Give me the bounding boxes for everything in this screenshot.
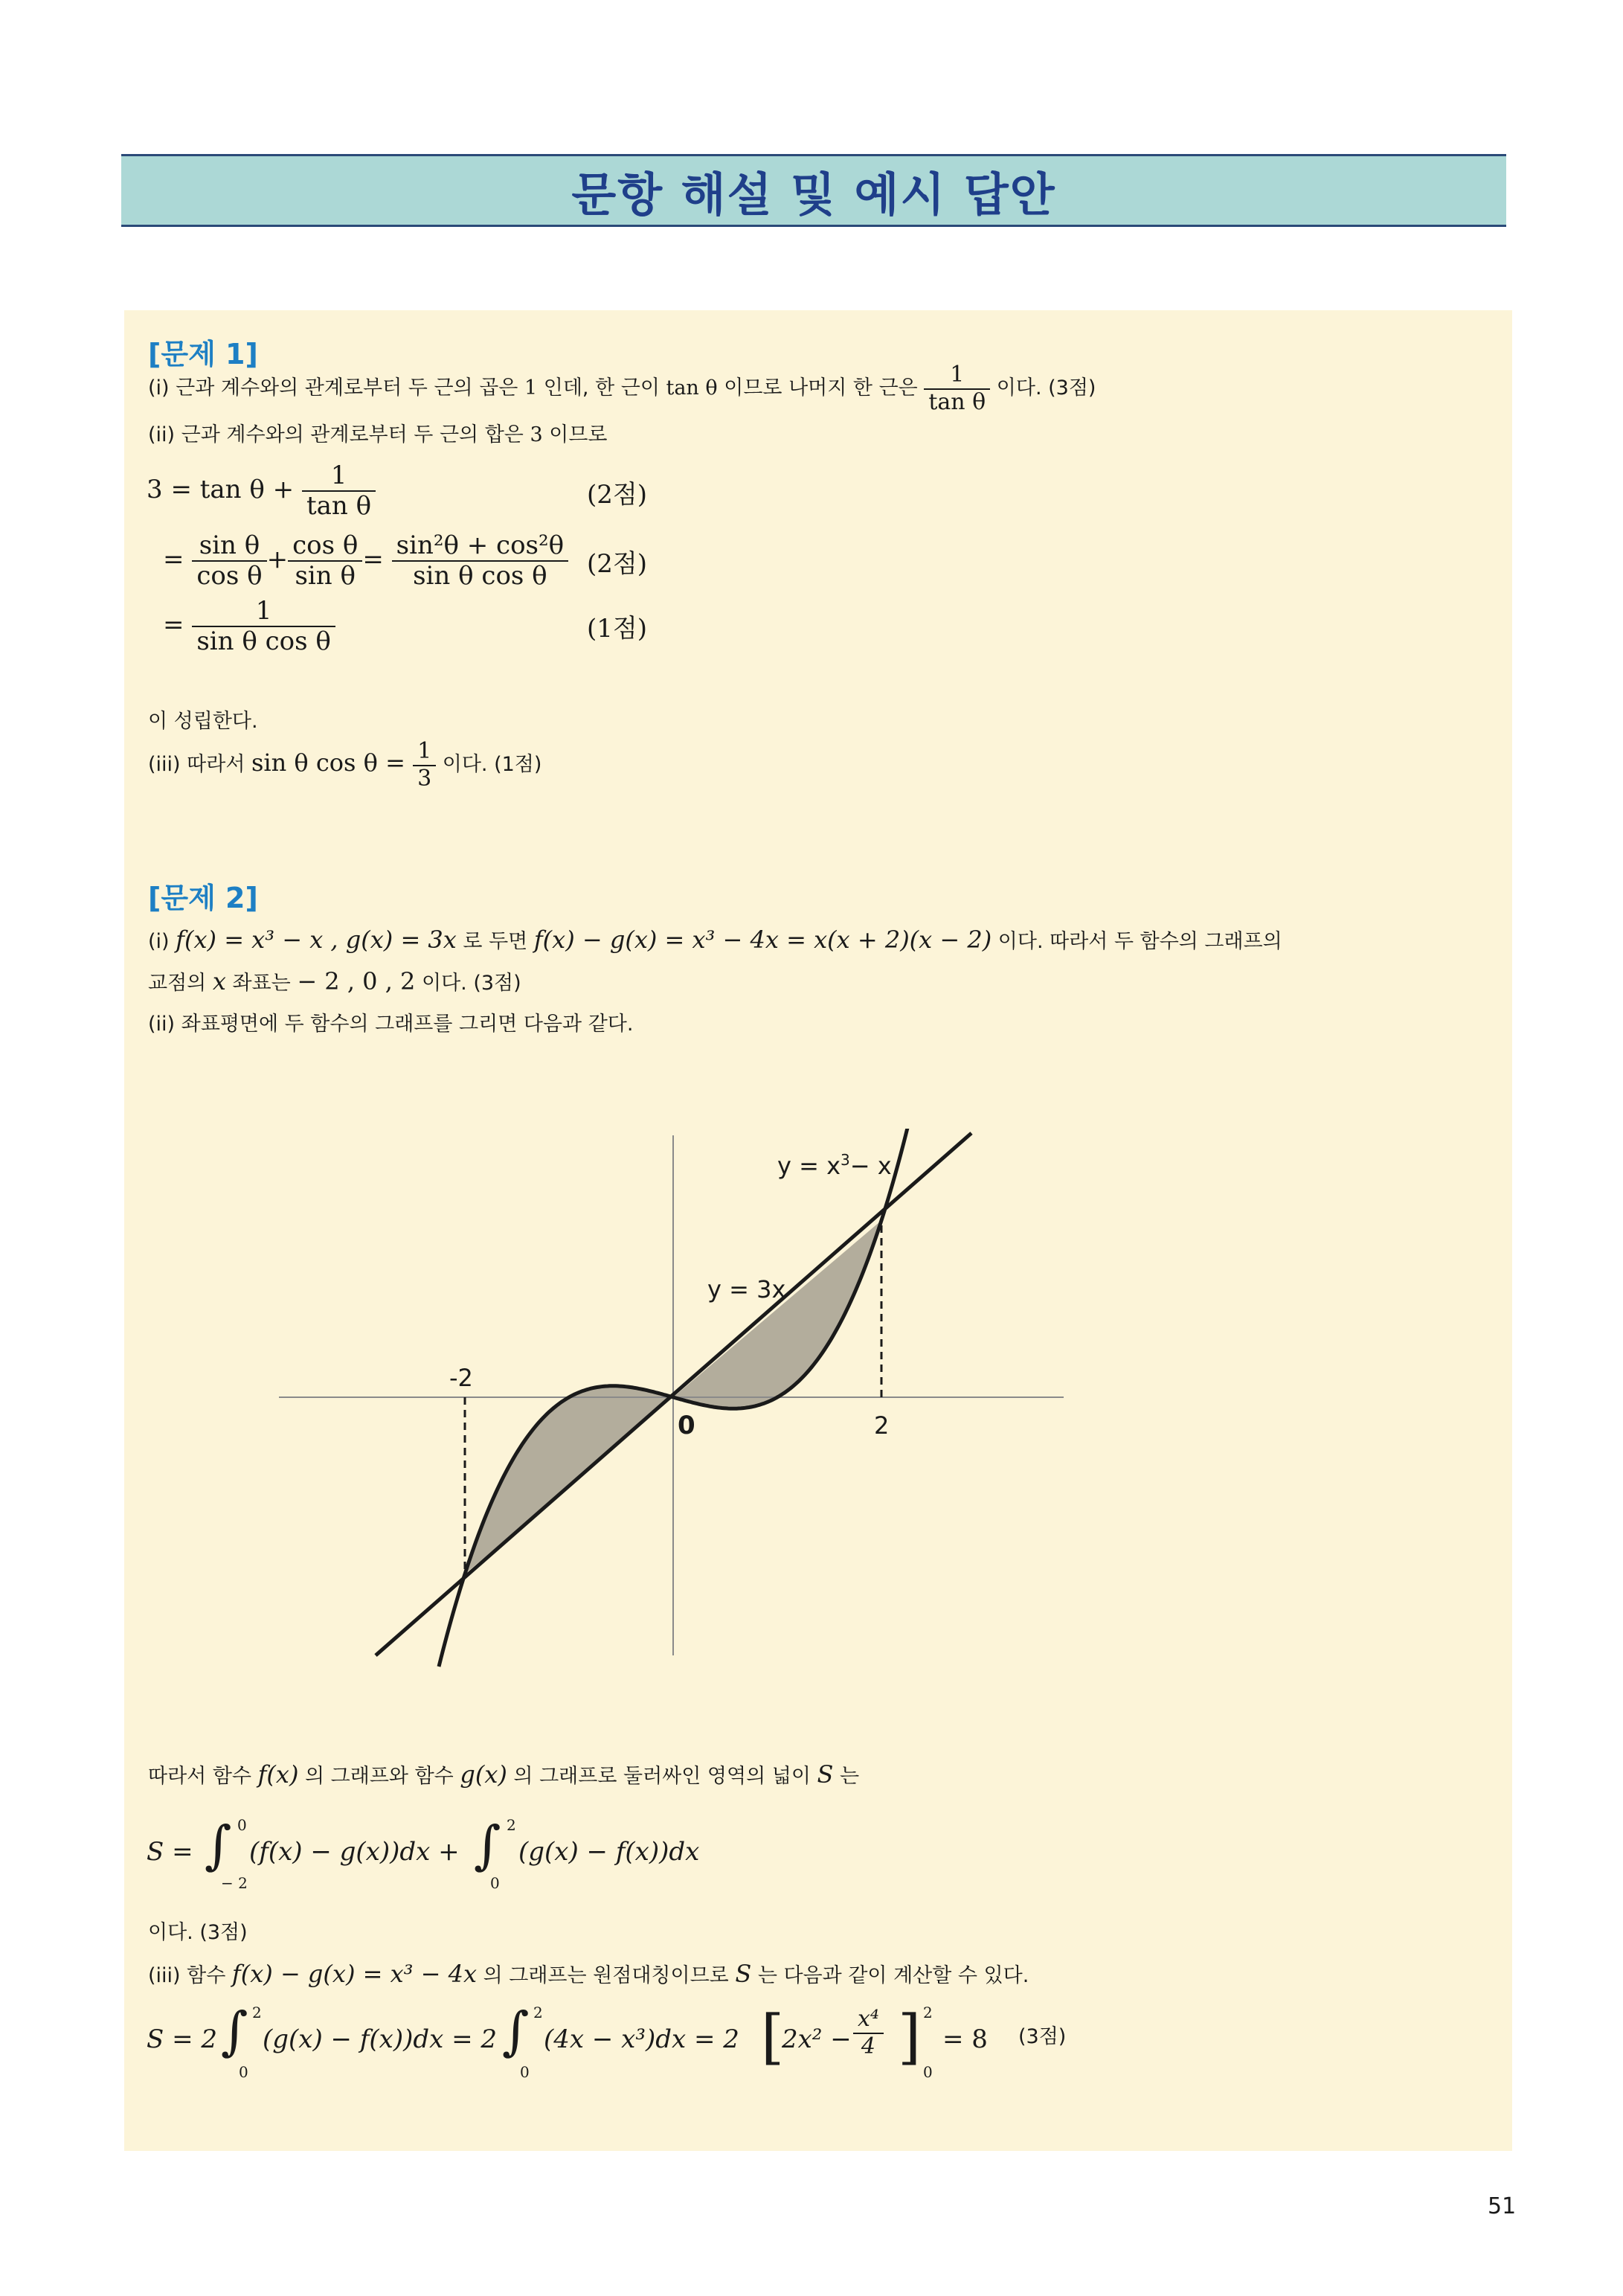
- problem1-line-i: (i) 근과 계수와의 관계로부터 두 근의 곱은 1 인데, 한 근이 tan θ 이므로 나머지 한 근은 $\frac{1}{\text{tan θ}}$ 이다. (3점): [148, 362, 1096, 415]
- label-cubic: $y = x^3- x$: [777, 1151, 892, 1180]
- title-bar: [121, 154, 1506, 227]
- problem1-line-iii: (iii) 따라서 sin θ cos θ = $\frac{1}{3}$ 이다. (1점): [148, 738, 542, 792]
- problem2-line-iii: (iii) 함수 f(x) − g(x) = x³ − 4x 의 그래프는 원점대칭이므로 S 는 다음과 같이 계산할 수 있다.: [148, 1960, 1029, 1988]
- label-two: 2: [874, 1411, 890, 1440]
- label-line: y = 3x: [707, 1275, 786, 1303]
- score-eq3: (1점): [587, 614, 648, 644]
- label-zero: 0: [678, 1411, 695, 1440]
- problem2-line-ii: (ii) 좌표평면에 두 함수의 그래프를 그리면 다음과 같다.: [148, 1013, 634, 1036]
- problem1-holds: 이 성립한다.: [148, 710, 258, 733]
- problem2-area-end: 이다. (3점): [148, 1921, 248, 1944]
- score-eq1: (2점): [587, 480, 648, 510]
- page-title: 문항 해설 및 예시 답안: [571, 167, 1056, 222]
- problem2-area-line: 따라서 함수 f(x) 의 그래프와 함수 g(x) 의 그래프로 둘러싸인 영역의 넓이 S 는: [148, 1760, 860, 1789]
- equation-line-2: = $\frac{\text{sin θ}}{\text{cos θ}}$ + $\frac{\text{cos θ}}{\text{sin θ}}$ = $\frac{\text{sin²θ + cos²θ}}{\text{sin θ cos θ}}$: [163, 531, 568, 591]
- problem2-line-i2: 교점의 x 좌표는 − 2 , 0 , 2 이다. (3점): [148, 967, 521, 995]
- equation-line-1: 3 = tan θ + $\frac{1}{\text{tan θ}}$: [147, 461, 376, 521]
- problem1-line-ii: (ii) 근과 계수와의 관계로부터 두 근의 합은 3 이므로: [148, 423, 608, 446]
- problem1-heading: [문제 1]: [148, 338, 258, 371]
- shaded-region-left: [465, 1386, 673, 1574]
- curve-y-x3-minus-x: [439, 1111, 912, 1667]
- label-neg2: -2: [449, 1364, 473, 1392]
- fraction-1-over-tan: $\frac{1}{\text{tan θ}}$: [924, 362, 990, 415]
- page-number: 51: [1488, 2193, 1517, 2219]
- problem2-heading: [문제 2]: [148, 882, 258, 914]
- shaded-region-right: [673, 1220, 881, 1408]
- problem2-line-i: (i) f(x) = x³ − x , g(x) = 3x 로 두면 f(x) − g(x) = x³ − 4x = x(x + 2)(x − 2) 이다. 따라서 두 함수의 그래프의: [148, 926, 1282, 954]
- calculation-expression: S = 2 ∫ 2 0 (g(x) − f(x))dx = 2 ∫ 2 0 (4x − x³)dx = 2 [ 2x² − $\frac{\text{x⁴}}{4}$ ] 2 0 = 8 (3점): [147, 2001, 1067, 2081]
- score-eq2: (2점): [587, 549, 648, 579]
- function-graph: [124, 310, 1512, 2151]
- answer-panel: [문제 1] (i) 근과 계수와의 관계로부터 두 근의 곱은 1 인데, 한 근이 tan θ 이므로 나머지 한 근은 $\frac{1}{\text{tan θ}}$ 이다. (3점) (ii) 근과 계수와의 관계로부터 두 근의 합은 3 이므로 3 = tan θ + $\frac{1}{\text{tan θ}}$ (2점) = $\frac{\text{sin θ}}{\text{cos θ}}$ + $\frac{\text{cos θ}}{\text{sin θ}}$ = $\frac{\text{sin²θ + cos²θ}}{\text{sin θ cos θ}}$ (2점) = $\frac{1}{\text{sin θ cos θ}}$ (1점) 이 성립한다. (iii) 따라서 sin θ cos θ = $\frac{1}{3}$ 이다. (1점) [문제 2] (i) f(x) = x³ − x , g(x) = 3x 로 두면 f(x) − g(x) = x³ − 4x = x(x + 2)(x − 2) 이다. 따라서 두 함수의 그래프의 교점의 x 좌표는 − 2 , 0 , 2 이다. (3점) (ii) 좌표평면에 두 함수의 그래프를 그리면 다음과 같다. $y = x^3- x$ y = 3x -2 0 2 따라서 함수 f(x) 의 그래프와 함수 g(x) 의 그래프로 둘러싸인 영역의 넓이 S 는 S = ∫ 0 − 2 (f(x) − g(x))dx + ∫ 2 0 (g(x) − f(x))dx 이다. (3점) (iii) 함수 f(x) − g(x) = x³ − 4x 의 그래프는 원점대칭이므로 S 는 다음과 같이 계산할 수 있다. S = 2 ∫ 2 0 (g(x) − f(x))dx = 2 ∫ 2 0 (4x − x³)dx = 2 [ 2x² − $\frac{\text{x⁴}}{4}$ ] 2 0 = 8 (3점): [124, 310, 1512, 2151]
- equation-line-3: = $\frac{1}{\text{sin θ cos θ}}$: [163, 597, 335, 656]
